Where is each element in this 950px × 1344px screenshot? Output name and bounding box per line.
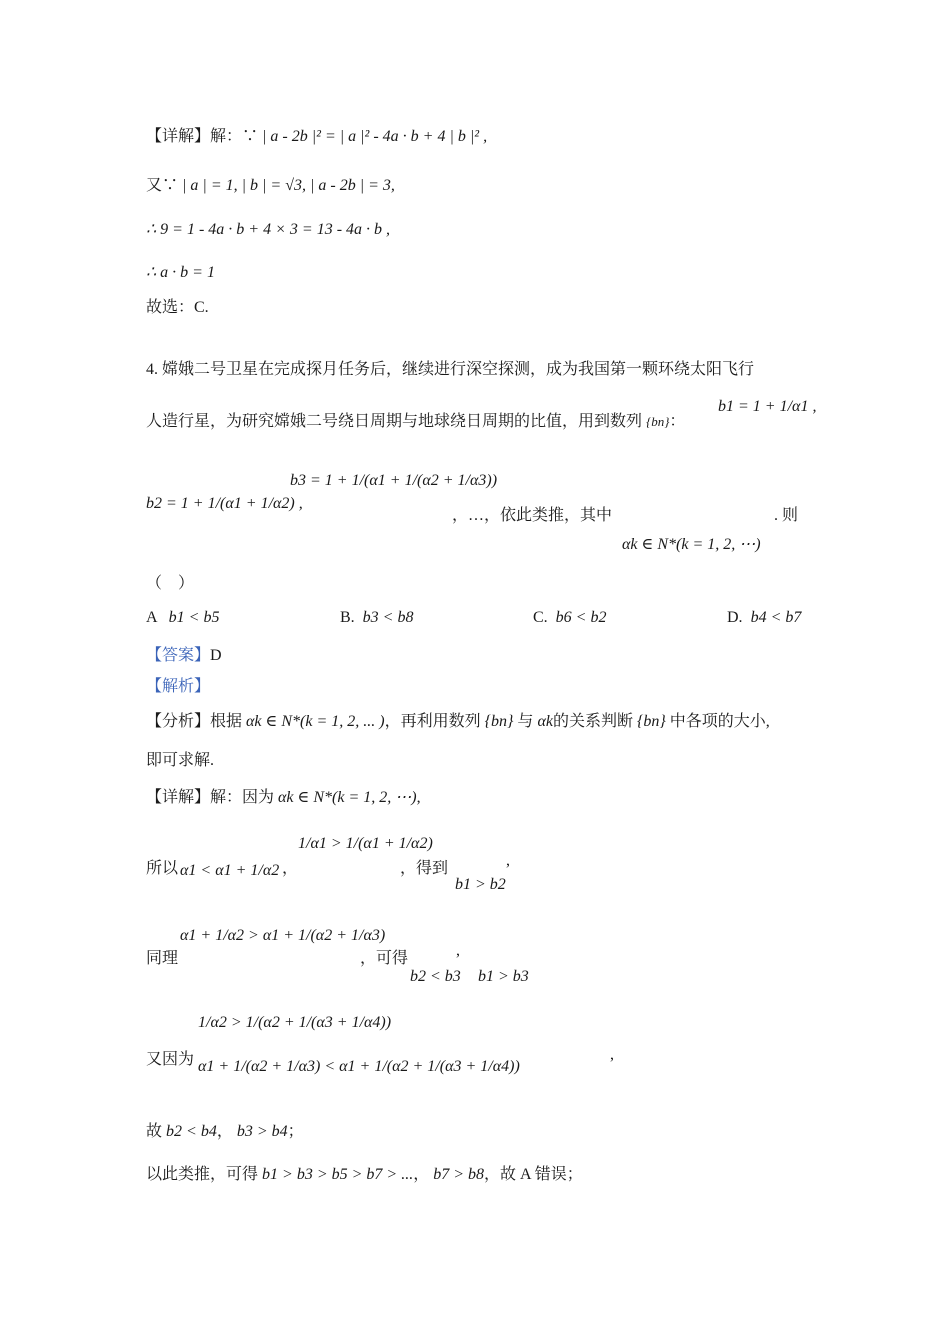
fenxi-line-1 <box>146 712 770 732</box>
gu-line <box>146 1122 304 1142</box>
detail2-t2: , <box>416 789 421 806</box>
therefore-formula-1: ∴ 9 = 1 - 4a · b + 4 × 3 = 13 - 4a · b , <box>146 221 391 238</box>
detail-tag: 【详解】 <box>146 128 211 145</box>
tongli-res2 <box>478 968 529 986</box>
option-d-formula: b4 < b7 <box>750 609 802 626</box>
fenxi-tag: 【分析】 <box>146 713 211 730</box>
therefore-line-2 <box>146 263 215 283</box>
fenxi-alpha: αk <box>537 713 553 730</box>
then-label: . 则 <box>774 507 799 524</box>
tongli-ineq <box>180 927 385 945</box>
alpha-condition-formula: αk ∈ N*(k = 1, 2, ⋯) <box>622 536 761 553</box>
answer-value: D <box>210 647 222 664</box>
option-d[interactable] <box>727 609 801 627</box>
given-formula: | a | = 1, | b | = √3, | a - 2b | = 3, <box>182 177 395 194</box>
detail-line-1 <box>146 127 487 147</box>
fenxi-t3: 与 <box>517 713 534 730</box>
choice-text: 故选：C. <box>146 299 209 316</box>
fenxi-seq2: {bn} <box>636 713 666 730</box>
tongli-t2-text: ，可得 <box>360 950 409 967</box>
youyinwei-ineq2 <box>198 1058 520 1076</box>
youyinwei-comma-text: , <box>610 1046 614 1063</box>
etc-text <box>452 502 612 525</box>
option-c-label: C. <box>533 609 548 626</box>
tongli-res1-text: b2 < b3 <box>410 968 461 985</box>
detail-text: 解：∵ <box>210 128 259 145</box>
detail2-line <box>146 788 421 808</box>
given-label: 又∵ <box>146 177 179 194</box>
suoyi-comma-text: , <box>506 852 510 869</box>
b1-definition <box>718 398 816 416</box>
yici-r: b7 > b8 <box>433 1166 485 1183</box>
gu-r2: b3 > b4 <box>236 1123 288 1140</box>
suoyi-sep-text: ， <box>282 860 299 877</box>
fenxi-seq1: {bn} <box>484 713 514 730</box>
fenxi-cond: αk ∈ N*(k = 1, 2, ... ) <box>246 713 385 730</box>
suoyi-res <box>455 876 506 894</box>
suoyi-ineq2-text: 1/α1 > 1/(α1 + 1/α2) <box>298 835 433 852</box>
option-a[interactable] <box>146 609 219 627</box>
answer-paren: （ ） <box>146 575 195 592</box>
b1-formula: b1 = 1 + 1/α1 , <box>718 398 817 415</box>
b2-definition <box>146 495 303 513</box>
gu-sep: ， <box>216 1123 233 1140</box>
q4-line-1 <box>146 360 754 380</box>
gu-r1: b2 < b4 <box>166 1123 217 1140</box>
suoyi-t2 <box>400 855 448 878</box>
q4-stem-2: 人造行星，为研究嫦娥二号绕日周期与地球绕日周期的比值，用到数列 <box>146 413 643 430</box>
given-line <box>146 176 395 196</box>
therefore-line-1 <box>146 220 390 240</box>
therefore-formula-2: ∴ a · b = 1 <box>146 264 215 281</box>
option-d-label: D. <box>727 609 743 626</box>
youyinwei-ineq2-text: α1 + 1/(α2 + 1/α3) < α1 + 1/(α2 + 1/(α3 + 1/α4)) <box>198 1058 520 1075</box>
option-b[interactable] <box>340 609 413 627</box>
then-text <box>774 502 798 525</box>
fenxi-conclusion: 即可求解. <box>146 752 215 769</box>
suoyi-t1: 所以 <box>146 860 179 877</box>
gu-end: ； <box>287 1123 304 1140</box>
b3-formula: b3 = 1 + 1/(α1 + 1/(α2 + 1/α3)) <box>290 472 498 489</box>
tongli-label <box>146 945 178 968</box>
suoyi-label <box>146 855 178 878</box>
tongli-t1: 同理 <box>146 950 179 967</box>
fenxi-t1: 根据 <box>210 713 243 730</box>
youyinwei-ineq1 <box>198 1014 391 1032</box>
q4-line-2 <box>146 412 685 432</box>
tongli-ineq-text: α1 + 1/α2 > α1 + 1/(α2 + 1/α3) <box>180 927 386 944</box>
fenxi-t5: 中各项的大小, <box>669 713 770 730</box>
gu-t1: 故 <box>146 1123 163 1140</box>
option-b-formula: b3 < b8 <box>362 609 414 626</box>
answer-tag: 【答案】 <box>146 647 211 664</box>
option-a-label: A <box>146 609 157 626</box>
youyinwei-t1: 又因为 <box>146 1051 195 1068</box>
option-a-formula: b1 < b5 <box>168 609 220 626</box>
detail2-t1: 解：因为 <box>210 789 275 806</box>
answer-line <box>146 646 222 666</box>
suoyi-res-text: b1 > b2 <box>455 876 506 893</box>
detail2-cond: αk ∈ N*(k = 1, 2, ⋯) <box>278 789 417 806</box>
tongli-res1 <box>410 968 461 986</box>
yici-end: ，故 A 错误； <box>484 1166 583 1183</box>
yici-t1: 以此类推，可得 <box>146 1166 259 1183</box>
youyinwei-comma <box>610 1046 614 1064</box>
suoyi-comma <box>506 852 510 870</box>
detail2-tag: 【详解】 <box>146 789 211 806</box>
tongli-t2 <box>360 945 408 968</box>
analysis-tag: 【解析】 <box>146 678 211 695</box>
suoyi-t2-text: ，得到 <box>400 860 449 877</box>
option-c-formula: b6 < b2 <box>555 609 607 626</box>
youyinwei-label <box>146 1046 194 1069</box>
suoyi-ineq1-text: α1 < α1 + 1/α2 <box>180 862 280 879</box>
sequence-bn: {bn} <box>646 414 670 429</box>
fenxi-t4: 的关系判断 <box>552 713 633 730</box>
yici-line <box>146 1165 583 1185</box>
vector-identity-formula: | a - 2b |² = | a |² - 4a · b + 4 | b |² , <box>262 128 488 145</box>
yici-chain: b1 > b3 > b5 > b7 > ... <box>262 1166 414 1183</box>
yici-sep: ， <box>413 1166 430 1183</box>
b3-definition <box>290 472 497 490</box>
etc-label: ，…，依此类推，其中 <box>452 507 613 524</box>
alpha-condition <box>622 534 761 554</box>
suoyi-ineq1 <box>180 862 279 880</box>
fenxi-line-2 <box>146 751 214 771</box>
paren-line <box>146 574 194 594</box>
option-b-label: B. <box>340 609 355 626</box>
analysis-line <box>146 677 210 697</box>
colon: ： <box>669 413 686 430</box>
suoyi-sep <box>282 855 298 878</box>
q4-stem-1: 4. 嫦娥二号卫星在完成探月任务后，继续进行深空探测，成为我国第一颗环绕太阳飞行 <box>146 361 755 378</box>
choice-line <box>146 298 209 318</box>
fenxi-t2: ，再利用数列 <box>384 713 481 730</box>
tongli-res2-text: b1 > b3 <box>478 968 529 985</box>
youyinwei-ineq1-text: 1/α2 > 1/(α2 + 1/(α3 + 1/α4)) <box>198 1014 392 1031</box>
b2-formula: b2 = 1 + 1/(α1 + 1/α2) , <box>146 495 303 512</box>
tongli-comma <box>456 942 460 960</box>
tongli-comma-text: , <box>456 942 460 959</box>
suoyi-ineq2 <box>298 835 433 853</box>
option-c[interactable] <box>533 609 606 627</box>
